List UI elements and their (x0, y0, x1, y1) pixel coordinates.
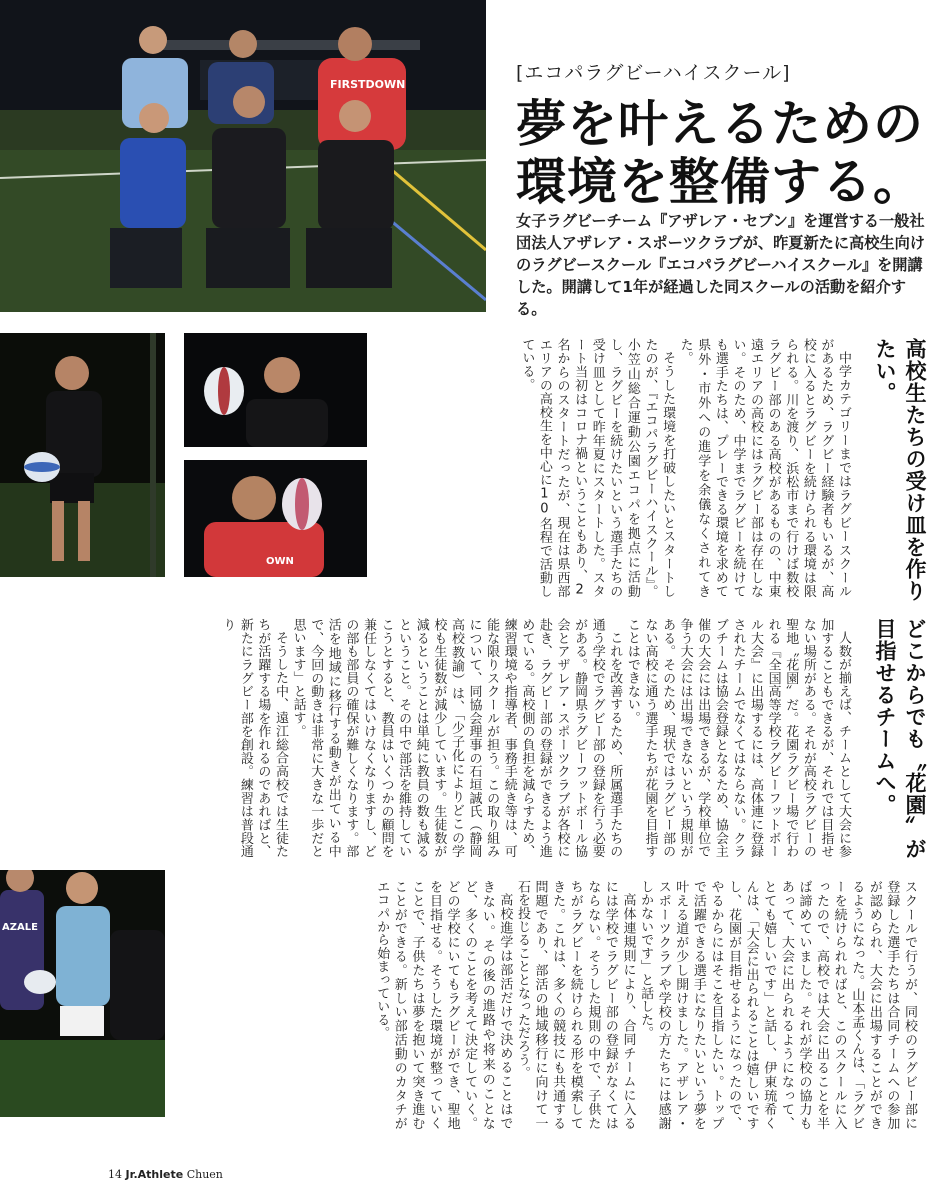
paragraph: 人数が揃えば、チームとして大会に参加することもできるが、それでは目指せない場所がある。それが高校ラグビーの聖地〝花園〟だ。花園ラグビー場で行われる『全国高等学校ラグビーフットボール大会』に出場するには、高体連に登録されたチームでなくてはならない。クラブチームは協会登録となるため、協会主催の大会には出場できるが、学校単位で争う大会には出場できないという規則がある。そのため、現状ではラグビー部のない高校に通う選手たちが花園を目指すことはできない。 (624, 618, 851, 858)
paragraph: そうした中、遠江総合高校では生徒たちが活躍する場を作れるのであればと、新たにラグビー部を創設。練習は普段通り (220, 618, 288, 858)
player-passing-photo (0, 333, 165, 577)
title-line-2: 環境を整備する。 (516, 153, 924, 211)
paragraph: 中学カテゴリーまではラグビースクールがあるため、ラグビー経験者もいるが、高校に入るとラグビーを続けられる環境は限られる。川を渡り、浜松市まで行けば数校ラグビー部のある高校があるものの、中東遠エリアの高校にはラグビー部は存在しない。そのため、中学までラグビーを続けても選手たちは、プレーできる環境を求めて県外・市外への進学を余儀なくされてきた。 (677, 338, 851, 598)
paragraph: スクールで行うが、同校のラグビー部に登録した選手たちは合同チームへの参加が認められ、大会に出場することができるようになった。山本孟くんは、「ラグビーを続けられればと、このスクールに入ったので、高校では大会に出ることを半ば諦めていました。それが学校の協力もあって、大会に出られるようになって、とても嬉しいです」と話し、伊東琉希くんは、「大会に出られることは嬉しいですし、花園が目指せるようになったので、やるからにはそこを目指したい。トップで活躍できる選手になりたいという夢を叶える道が少し開けました。アザレア・スポーツクラブや学校の方たちには感謝しかないです」と話した。 (638, 880, 917, 1130)
section3-body (188, 880, 918, 1130)
article-kicker: [エコパラグビーハイスクール] (516, 62, 791, 84)
section1-body (400, 338, 852, 598)
magazine-name: Jr.Athlete (125, 1168, 184, 1181)
jersey-text: FIRSTDOWN (330, 78, 406, 91)
article-lead: 女子ラグビーチーム『アザレア・セブン』を運営する一般社団法人アザレア・スポーツクラブが、昨夏新たに高校生向けのラグビースクール『エコパラグビーハイスクール』を開講した。開講して1年が経過した同スクールの活動を紹介する。 (516, 212, 925, 318)
page-footer (108, 1168, 223, 1181)
paragraph: これを改善するため、所属選手たちの通う学校でラグビー部の登録を行う必要がある。静岡県ラグビーフットボール協会とアザレア・スポーツクラブが各校に赴き、ラグビー部の登録ができるよう進めている。高校側の負担を減らすため、練習環境や指導者、事務手続き等は、可能な限りスクールが担う。この取り組みについて、同協会理事の石垣誠氏（静岡高校教諭）は、「少子化によりどこの学校も生徒数が減少しています。生徒数が減るということは単純に教員の数も減るということ。その中で部活を維持していこうとすると、教員はいくつかの顧問を兼任しなくてはいけなくなりますし、どの部も部員の確保が難しくなります。部活を地域に移行する動きが出ている中で、今回の動きは非常に大きな一歩だと思います」と話す。 (290, 618, 623, 858)
paragraph: そうした環境を打破したいとスタートしたのが、『エコパラグビーハイスクール』。小笠山総合運動公園エコパを拠点に活動し、ラグビーを続けたいという選手たちの受け皿として昨年夏にスタートした。スタート当初はコロナ禍ということもあり、2名からのスタートだったが、現在は県西部エリアの高校生を中心に10名程で活動している。 (519, 338, 676, 598)
paragraph: 高体連規則により、合同チームに入るには学校でラグビー部の登録がなくてはならない。そうした規則の中で、子供たちがラグビーを続けられる形を模索してきた。これは、多くの競技にも共通する問題であり、部活の地域移行に向けて一石を投じることとなっただろう。 (514, 880, 636, 1130)
paragraph: 高校進学は部活だけで決めることはできない。その後の進路や将来のことなど、多くのことを考えて決定していく。どの学校にいてもラグビーができ、聖地を目指せる。そうした環境が整っていくことで、子供たちは夢を抱いて突き進むことができる。新しい部活動のカタチがエコパから始まっている。 (374, 880, 513, 1130)
jersey-text: AZALE (2, 922, 38, 933)
player-red-shirt-photo (184, 460, 367, 577)
hero-team-photo (0, 0, 486, 312)
section1-heading: 高校生たちの受け皿を作りたい。 (873, 338, 927, 602)
practice-game-photo (0, 870, 165, 1117)
player-catching-photo (184, 333, 367, 447)
section2-body (46, 618, 852, 858)
jersey-text: OWN (266, 556, 294, 567)
page-number: 14 (108, 1168, 122, 1181)
article-title (516, 95, 924, 211)
section2-heading: どこからでも〝花園〟が目指せるチームへ。 (873, 618, 927, 860)
magazine-subtitle: Chuen (186, 1168, 223, 1181)
title-line-1: 夢を叶えるための (516, 95, 924, 153)
